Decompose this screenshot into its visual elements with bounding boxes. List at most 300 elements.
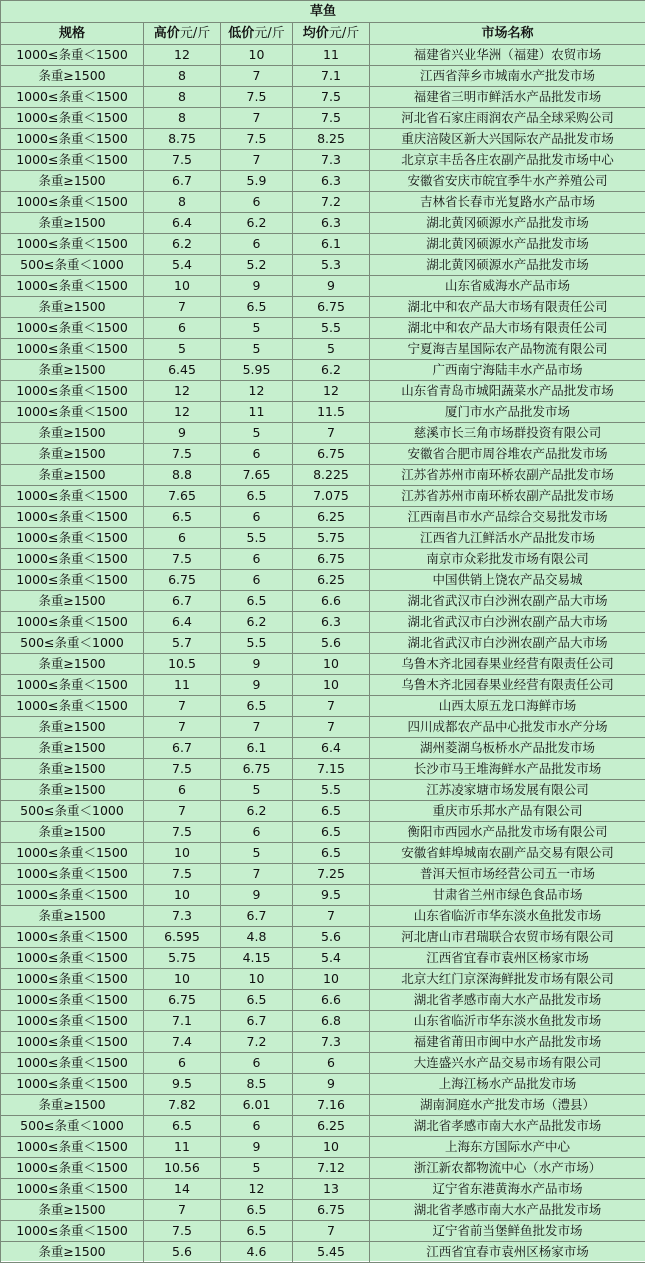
avg-price-cell: 8.225 — [293, 465, 370, 486]
low-price-cell: 6.2 — [221, 801, 293, 822]
spec-cell: 条重≥1500 — [1, 591, 144, 612]
table-row — [1, 402, 645, 423]
high-price-cell: 7.5 — [144, 759, 221, 780]
high-price-cell: 7 — [144, 717, 221, 738]
high-price-cell: 6.4 — [144, 213, 221, 234]
high-price-cell: 8 — [144, 66, 221, 87]
high-price-cell: 7.65 — [144, 486, 221, 507]
high-price-cell: 6.7 — [144, 591, 221, 612]
high-price-cell: 9 — [144, 423, 221, 444]
high-price-cell: 7.82 — [144, 1095, 221, 1116]
avg-price-cell: 10 — [293, 654, 370, 675]
market-name-cell: 湖北省武汉市白沙洲农副产品大市场 — [370, 591, 645, 612]
spec-cell: 条重≥1500 — [1, 906, 144, 927]
avg-price-cell: 9 — [293, 276, 370, 297]
spec-cell: 条重≥1500 — [1, 1200, 144, 1221]
low-price-cell: 6.1 — [221, 738, 293, 759]
low-price-cell: 6.5 — [221, 990, 293, 1011]
low-price-cell: 6 — [221, 192, 293, 213]
market-name-cell: 乌鲁木齐北园春果业经营有限责任公司 — [370, 675, 645, 696]
low-price-cell: 5 — [221, 843, 293, 864]
avg-price-cell: 12 — [293, 381, 370, 402]
spec-cell: 1000≤条重＜1500 — [1, 129, 144, 150]
table-row — [1, 591, 645, 612]
avg-price-cell: 10 — [293, 969, 370, 990]
market-name-cell: 浙江新农都物流中心（水产市场） — [370, 1158, 645, 1179]
market-name-cell: 山东省临沂市华东淡水鱼批发市场 — [370, 1011, 645, 1032]
avg-price-cell: 9 — [293, 1074, 370, 1095]
table-row — [1, 1011, 645, 1032]
spec-cell: 1000≤条重＜1500 — [1, 276, 144, 297]
table-row — [1, 612, 645, 633]
spec-cell: 1000≤条重＜1500 — [1, 87, 144, 108]
low-price-cell: 6.01 — [221, 1095, 293, 1116]
table-row — [1, 1032, 645, 1053]
market-name-cell: 安徽省蚌埠城南农副产品交易有限公司 — [370, 843, 645, 864]
high-price-cell: 7.5 — [144, 864, 221, 885]
spec-cell: 1000≤条重＜1500 — [1, 1137, 144, 1158]
table-row — [1, 1095, 645, 1116]
low-price-cell: 6.2 — [221, 213, 293, 234]
avg-price-cell: 6.5 — [293, 843, 370, 864]
avg-price-cell: 7.3 — [293, 150, 370, 171]
spec-cell: 条重≥1500 — [1, 780, 144, 801]
market-name-cell: 湖北黄冈硕源水产品批发市场 — [370, 255, 645, 276]
spec-cell: 条重≥1500 — [1, 654, 144, 675]
table-row — [1, 1158, 645, 1179]
low-price-cell: 6 — [221, 822, 293, 843]
market-name-cell: 慈溪市长三角市场群投资有限公司 — [370, 423, 645, 444]
low-price-cell: 5 — [221, 318, 293, 339]
high-price-cell: 7.4 — [144, 1032, 221, 1053]
high-price-cell: 6.5 — [144, 507, 221, 528]
avg-price-cell: 9.5 — [293, 885, 370, 906]
spec-cell: 1000≤条重＜1500 — [1, 549, 144, 570]
spec-cell: 500≤条重＜1000 — [1, 633, 144, 654]
high-price-cell: 6.595 — [144, 927, 221, 948]
table-row — [1, 87, 645, 108]
high-price-cell: 5.75 — [144, 948, 221, 969]
high-price-cell: 8 — [144, 108, 221, 129]
market-name-cell: 湖北省孝感市南大水产品批发市场 — [370, 1200, 645, 1221]
market-name-cell: 湖北省孝感市南大水产品批发市场 — [370, 990, 645, 1011]
spec-cell: 条重≥1500 — [1, 213, 144, 234]
avg-price-cell: 6.6 — [293, 990, 370, 1011]
spec-cell: 1000≤条重＜1500 — [1, 1158, 144, 1179]
high-price-cell: 6 — [144, 528, 221, 549]
high-price-cell: 9.5 — [144, 1074, 221, 1095]
high-price-cell: 10.56 — [144, 1158, 221, 1179]
table-row — [1, 738, 645, 759]
spec-cell: 1000≤条重＜1500 — [1, 318, 144, 339]
low-price-cell: 10 — [221, 969, 293, 990]
low-price-cell: 12 — [221, 1179, 293, 1200]
high-price-cell: 5 — [144, 339, 221, 360]
table-row — [1, 1116, 645, 1137]
high-price-cell: 7.5 — [144, 1221, 221, 1242]
spec-cell: 1000≤条重＜1500 — [1, 339, 144, 360]
avg-price-cell: 7.16 — [293, 1095, 370, 1116]
avg-price-cell: 7 — [293, 717, 370, 738]
table-row — [1, 1221, 645, 1242]
avg-price-cell: 7.1 — [293, 66, 370, 87]
avg-price-cell: 7.5 — [293, 108, 370, 129]
market-name-cell: 辽宁省前当堡鲜鱼批发市场 — [370, 1221, 645, 1242]
table-row — [1, 423, 645, 444]
high-price-cell: 7.1 — [144, 1011, 221, 1032]
avg-price-cell: 10 — [293, 1137, 370, 1158]
market-name-cell: 北京大红门京深海鲜批发市场有限公司 — [370, 969, 645, 990]
avg-price-cell: 6.1 — [293, 234, 370, 255]
avg-price-cell: 6 — [293, 1053, 370, 1074]
table-row — [1, 45, 645, 66]
table-row — [1, 801, 645, 822]
header-spec: 规格 — [1, 23, 144, 45]
high-price-cell: 6 — [144, 780, 221, 801]
avg-price-cell: 11 — [293, 45, 370, 66]
low-price-cell: 10 — [221, 45, 293, 66]
market-name-cell: 厦门市水产品批发市场 — [370, 402, 645, 423]
low-price-cell: 6.5 — [221, 1200, 293, 1221]
spec-cell: 500≤条重＜1000 — [1, 801, 144, 822]
market-name-cell: 福建省莆田市闽中水产品批发市场 — [370, 1032, 645, 1053]
market-name-cell: 长沙市马王堆海鲜水产品批发市场 — [370, 759, 645, 780]
low-price-cell: 9 — [221, 276, 293, 297]
low-price-cell: 6.5 — [221, 591, 293, 612]
low-price-cell: 7 — [221, 108, 293, 129]
market-name-cell: 辽宁省东港黄海水产品市场 — [370, 1179, 645, 1200]
market-name-cell: 上海江杨水产品批发市场 — [370, 1074, 645, 1095]
header-low-unit: 元/斤 — [254, 26, 284, 41]
high-price-cell: 6.4 — [144, 612, 221, 633]
table-row — [1, 528, 645, 549]
table-row — [1, 675, 645, 696]
table-row — [1, 1179, 645, 1200]
low-price-cell: 6 — [221, 444, 293, 465]
spec-cell: 1000≤条重＜1500 — [1, 150, 144, 171]
header-low-label: 低价 — [228, 26, 254, 41]
table-row — [1, 213, 645, 234]
table-row — [1, 1053, 645, 1074]
avg-price-cell: 7.2 — [293, 192, 370, 213]
avg-price-cell: 5.5 — [293, 318, 370, 339]
low-price-cell: 5.5 — [221, 528, 293, 549]
table-row — [1, 297, 645, 318]
header-avg-unit: 元/斤 — [329, 26, 359, 41]
market-name-cell: 湖北黄冈硕源水产品批发市场 — [370, 213, 645, 234]
spec-cell: 1000≤条重＜1500 — [1, 675, 144, 696]
market-name-cell: 安徽省合肥市周谷堆农产品批发市场 — [370, 444, 645, 465]
spec-cell: 条重≥1500 — [1, 171, 144, 192]
market-name-cell: 中国供销上饶农产品交易城 — [370, 570, 645, 591]
spec-cell: 1000≤条重＜1500 — [1, 528, 144, 549]
avg-price-cell: 7 — [293, 423, 370, 444]
spec-cell: 1000≤条重＜1500 — [1, 1179, 144, 1200]
market-name-cell: 甘肃省兰州市绿色食品市场 — [370, 885, 645, 906]
market-name-cell: 大连盛兴水产品交易市场有限公司 — [370, 1053, 645, 1074]
high-price-cell: 6.5 — [144, 1116, 221, 1137]
spec-cell: 1000≤条重＜1500 — [1, 1053, 144, 1074]
header-high-label: 高价 — [154, 26, 180, 41]
high-price-cell: 7 — [144, 696, 221, 717]
low-price-cell: 9 — [221, 885, 293, 906]
table-row — [1, 150, 645, 171]
high-price-cell: 6.75 — [144, 570, 221, 591]
market-name-cell: 普洱天恒市场经营公司五一市场 — [370, 864, 645, 885]
spec-cell: 1000≤条重＜1500 — [1, 1074, 144, 1095]
high-price-cell: 10 — [144, 885, 221, 906]
table-row — [1, 507, 645, 528]
header-high — [144, 23, 221, 45]
low-price-cell: 6 — [221, 507, 293, 528]
market-name-cell: 湖北黄冈硕源水产品批发市场 — [370, 234, 645, 255]
low-price-cell: 6 — [221, 1053, 293, 1074]
high-price-cell: 10 — [144, 843, 221, 864]
table-row — [1, 570, 645, 591]
low-price-cell: 6.2 — [221, 612, 293, 633]
high-price-cell: 6.75 — [144, 990, 221, 1011]
spec-cell: 条重≥1500 — [1, 1242, 144, 1263]
avg-price-cell: 10 — [293, 675, 370, 696]
table-row — [1, 318, 645, 339]
table-row — [1, 444, 645, 465]
table-row — [1, 108, 645, 129]
table-row — [1, 1242, 645, 1263]
market-name-cell: 湖北省孝感市南大水产品批发市场 — [370, 1116, 645, 1137]
avg-price-cell: 7.15 — [293, 759, 370, 780]
avg-price-cell: 5.6 — [293, 633, 370, 654]
table-row — [1, 990, 645, 1011]
market-name-cell: 湖北中和农产品大市场有限责任公司 — [370, 297, 645, 318]
table-row — [1, 486, 645, 507]
avg-price-cell: 7.3 — [293, 1032, 370, 1053]
table-row — [1, 381, 645, 402]
market-name-cell: 上海东方国际水产中心 — [370, 1137, 645, 1158]
avg-price-cell: 6.4 — [293, 738, 370, 759]
spec-cell: 条重≥1500 — [1, 738, 144, 759]
avg-price-cell: 6.5 — [293, 801, 370, 822]
spec-cell: 1000≤条重＜1500 — [1, 507, 144, 528]
table-row — [1, 255, 645, 276]
market-name-cell: 乌鲁木齐北园春果业经营有限责任公司 — [370, 654, 645, 675]
avg-price-cell: 5.4 — [293, 948, 370, 969]
low-price-cell: 4.6 — [221, 1242, 293, 1263]
spec-cell: 1000≤条重＜1500 — [1, 612, 144, 633]
spec-cell: 1000≤条重＜1500 — [1, 927, 144, 948]
low-price-cell: 5.2 — [221, 255, 293, 276]
spec-cell: 条重≥1500 — [1, 1095, 144, 1116]
market-name-cell: 江西南昌市水产品综合交易批发市场 — [370, 507, 645, 528]
market-name-cell: 福建省兴业华洲（福建）农贸市场 — [370, 45, 645, 66]
spec-cell: 条重≥1500 — [1, 444, 144, 465]
spec-cell: 条重≥1500 — [1, 465, 144, 486]
market-name-cell: 河北省石家庄雨润农产品全球采购公司 — [370, 108, 645, 129]
table-row — [1, 780, 645, 801]
avg-price-cell: 6.75 — [293, 1200, 370, 1221]
low-price-cell: 6.5 — [221, 1221, 293, 1242]
avg-price-cell: 7 — [293, 696, 370, 717]
high-price-cell: 7 — [144, 1200, 221, 1221]
market-name-cell: 衡阳市西园水产品批发市场有限公司 — [370, 822, 645, 843]
table-title: 草鱼 — [1, 1, 645, 23]
low-price-cell: 5 — [221, 1158, 293, 1179]
table-row — [1, 885, 645, 906]
spec-cell: 1000≤条重＜1500 — [1, 234, 144, 255]
market-name-cell: 江西省九江鲜活水产品批发市场 — [370, 528, 645, 549]
table-row — [1, 759, 645, 780]
low-price-cell: 5.9 — [221, 171, 293, 192]
table-row — [1, 948, 645, 969]
low-price-cell: 7 — [221, 66, 293, 87]
table-row — [1, 654, 645, 675]
spec-cell: 条重≥1500 — [1, 66, 144, 87]
market-name-cell: 江苏凌家塘市场发展有限公司 — [370, 780, 645, 801]
avg-price-cell: 6.3 — [293, 612, 370, 633]
table-row — [1, 465, 645, 486]
low-price-cell: 11 — [221, 402, 293, 423]
market-name-cell: 江西省宜春市袁州区杨家市场 — [370, 1242, 645, 1263]
market-name-cell: 重庆市乐邦水产品有限公司 — [370, 801, 645, 822]
high-price-cell: 6.2 — [144, 234, 221, 255]
spec-cell: 1000≤条重＜1500 — [1, 192, 144, 213]
market-name-cell: 山东省青岛市城阳蔬菜水产品批发市场 — [370, 381, 645, 402]
high-price-cell: 7.5 — [144, 549, 221, 570]
market-name-cell: 江苏省苏州市南环桥农副产品批发市场 — [370, 465, 645, 486]
avg-price-cell: 6.3 — [293, 213, 370, 234]
low-price-cell: 6.7 — [221, 1011, 293, 1032]
low-price-cell: 7.5 — [221, 87, 293, 108]
header-low — [221, 23, 293, 45]
spec-cell: 条重≥1500 — [1, 822, 144, 843]
spec-cell: 1000≤条重＜1500 — [1, 1011, 144, 1032]
avg-price-cell: 8.25 — [293, 129, 370, 150]
high-price-cell: 8 — [144, 87, 221, 108]
spec-cell: 1000≤条重＜1500 — [1, 948, 144, 969]
header-market: 市场名称 — [370, 23, 645, 45]
market-name-cell: 山东省临沂市华东淡水鱼批发市场 — [370, 906, 645, 927]
avg-price-cell: 7.5 — [293, 87, 370, 108]
table-row — [1, 276, 645, 297]
spec-cell: 条重≥1500 — [1, 360, 144, 381]
low-price-cell: 6.75 — [221, 759, 293, 780]
low-price-cell: 7 — [221, 717, 293, 738]
high-price-cell: 7 — [144, 297, 221, 318]
spec-cell: 1000≤条重＜1500 — [1, 864, 144, 885]
avg-price-cell: 5.6 — [293, 927, 370, 948]
table-row — [1, 1074, 645, 1095]
avg-price-cell: 6.2 — [293, 360, 370, 381]
high-price-cell: 7.5 — [144, 444, 221, 465]
low-price-cell: 6.7 — [221, 906, 293, 927]
spec-cell: 1000≤条重＜1500 — [1, 1032, 144, 1053]
avg-price-cell: 6.3 — [293, 171, 370, 192]
high-price-cell: 6 — [144, 1053, 221, 1074]
table-row — [1, 129, 645, 150]
table-row — [1, 696, 645, 717]
market-name-cell: 广西南宁海陆丰水产品市场 — [370, 360, 645, 381]
avg-price-cell: 11.5 — [293, 402, 370, 423]
spec-cell: 1000≤条重＜1500 — [1, 45, 144, 66]
avg-price-cell: 6.25 — [293, 1116, 370, 1137]
spec-cell: 1000≤条重＜1500 — [1, 843, 144, 864]
high-price-cell: 8.75 — [144, 129, 221, 150]
market-name-cell: 湖北省武汉市白沙洲农副产品大市场 — [370, 612, 645, 633]
avg-price-cell: 6.75 — [293, 444, 370, 465]
high-price-cell: 11 — [144, 675, 221, 696]
avg-price-cell: 6.8 — [293, 1011, 370, 1032]
table-row — [1, 66, 645, 87]
low-price-cell: 6 — [221, 234, 293, 255]
table-row — [1, 927, 645, 948]
avg-price-cell: 5.5 — [293, 780, 370, 801]
spec-cell: 1000≤条重＜1500 — [1, 108, 144, 129]
high-price-cell: 7 — [144, 801, 221, 822]
market-name-cell: 江西省宜春市袁州区杨家市场 — [370, 948, 645, 969]
spec-cell: 条重≥1500 — [1, 759, 144, 780]
avg-price-cell: 6.75 — [293, 549, 370, 570]
spec-cell: 1000≤条重＜1500 — [1, 570, 144, 591]
high-price-cell: 5.6 — [144, 1242, 221, 1263]
table-row — [1, 906, 645, 927]
header-avg-label: 均价 — [303, 26, 329, 41]
spec-cell: 条重≥1500 — [1, 423, 144, 444]
low-price-cell: 12 — [221, 381, 293, 402]
low-price-cell: 6.5 — [221, 696, 293, 717]
low-price-cell: 5.5 — [221, 633, 293, 654]
low-price-cell: 5.95 — [221, 360, 293, 381]
spec-cell: 1000≤条重＜1500 — [1, 990, 144, 1011]
spec-cell: 条重≥1500 — [1, 717, 144, 738]
table-row — [1, 549, 645, 570]
spec-cell: 1000≤条重＜1500 — [1, 885, 144, 906]
low-price-cell: 5 — [221, 423, 293, 444]
market-name-cell: 山西太原五龙口海鲜市场 — [370, 696, 645, 717]
table-row — [1, 717, 645, 738]
high-price-cell: 12 — [144, 402, 221, 423]
spec-cell: 1000≤条重＜1500 — [1, 486, 144, 507]
high-price-cell: 7.5 — [144, 150, 221, 171]
spec-cell: 1000≤条重＜1500 — [1, 969, 144, 990]
low-price-cell: 6 — [221, 570, 293, 591]
spec-cell: 500≤条重＜1000 — [1, 255, 144, 276]
header-avg — [293, 23, 370, 45]
market-name-cell: 湖北中和农产品大市场有限责任公司 — [370, 318, 645, 339]
high-price-cell: 5.4 — [144, 255, 221, 276]
avg-price-cell: 7.075 — [293, 486, 370, 507]
high-price-cell: 10 — [144, 969, 221, 990]
high-price-cell: 6 — [144, 318, 221, 339]
market-name-cell: 宁夏海吉星国际农产品物流有限公司 — [370, 339, 645, 360]
low-price-cell: 9 — [221, 1137, 293, 1158]
high-price-cell: 8 — [144, 192, 221, 213]
low-price-cell: 7 — [221, 864, 293, 885]
table-row — [1, 192, 645, 213]
market-name-cell: 吉林省长春市光复路水产品市场 — [370, 192, 645, 213]
low-price-cell: 4.15 — [221, 948, 293, 969]
low-price-cell: 5 — [221, 339, 293, 360]
table-row — [1, 339, 645, 360]
high-price-cell: 10.5 — [144, 654, 221, 675]
spec-cell: 500≤条重＜1000 — [1, 1116, 144, 1137]
avg-price-cell: 6.25 — [293, 507, 370, 528]
low-price-cell: 7.65 — [221, 465, 293, 486]
market-name-cell: 河北唐山市君瑞联合农贸市场有限公司 — [370, 927, 645, 948]
market-name-cell: 南京市众彩批发市场有限公司 — [370, 549, 645, 570]
spec-cell: 1000≤条重＜1500 — [1, 381, 144, 402]
avg-price-cell: 5 — [293, 339, 370, 360]
avg-price-cell: 13 — [293, 1179, 370, 1200]
table-row — [1, 633, 645, 654]
